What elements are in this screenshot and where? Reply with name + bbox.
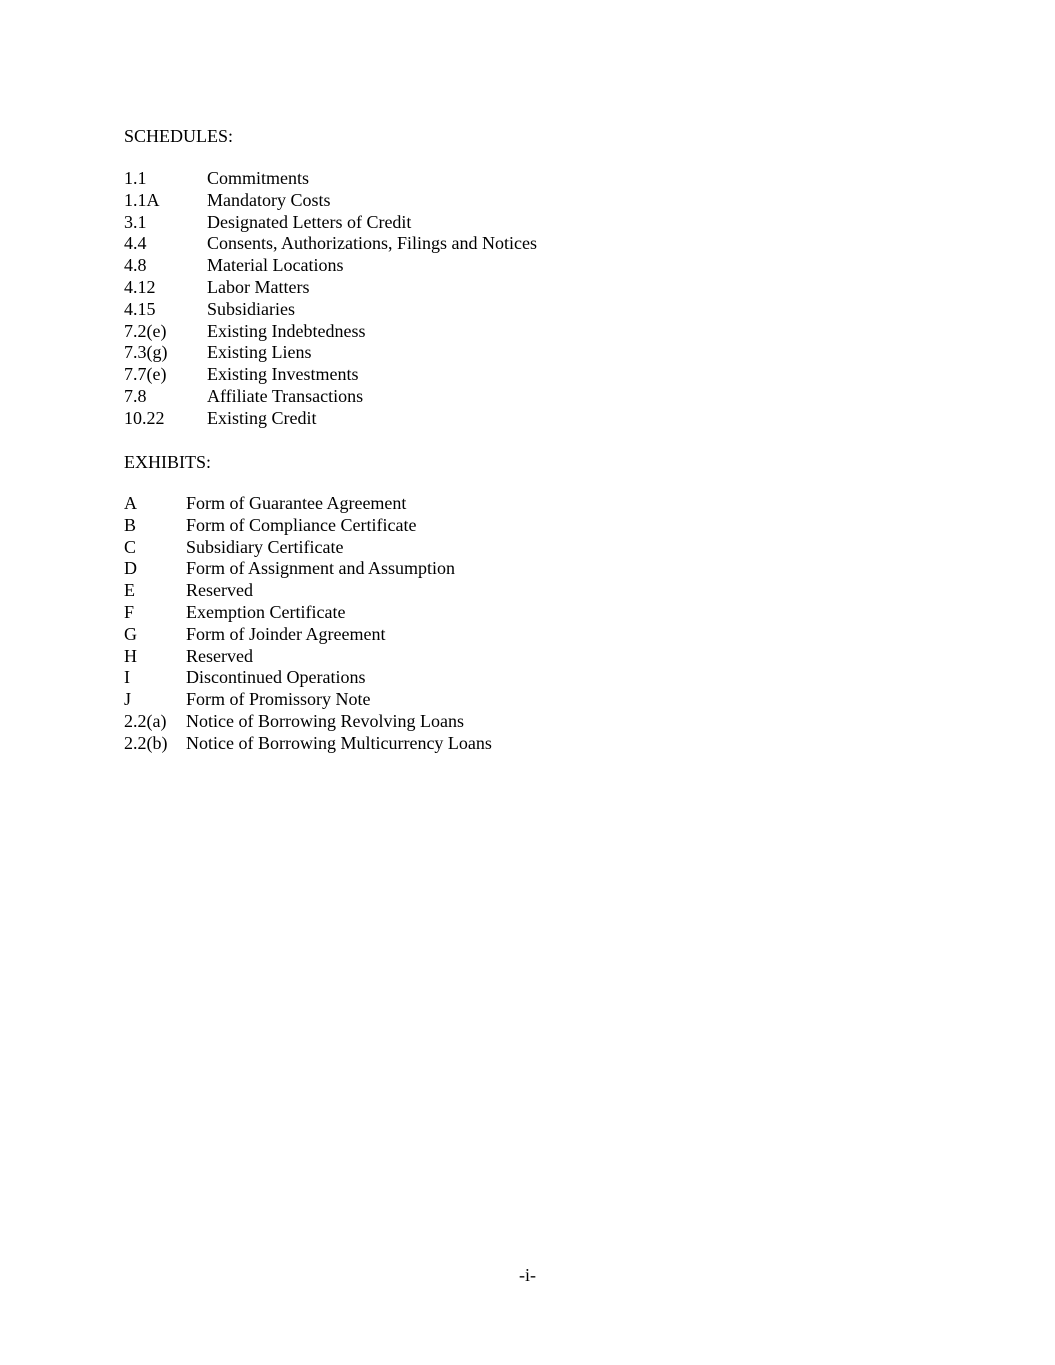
item-title: Existing Indebtedness	[207, 320, 366, 341]
exhibits-list	[124, 493, 492, 755]
list-item	[124, 558, 492, 580]
item-title: Consents, Authorizations, Filings and Notices	[207, 233, 537, 254]
list-item	[124, 580, 492, 602]
item-title: Affiliate Transactions	[207, 385, 364, 406]
list-item	[124, 255, 537, 277]
item-code: 4.8	[124, 255, 147, 276]
item-code: 3.1	[124, 211, 147, 232]
item-code: 7.3(g)	[124, 342, 168, 363]
item-title: Form of Compliance Certificate	[186, 514, 417, 535]
item-code: 2.2(a)	[124, 710, 167, 731]
list-item	[124, 733, 492, 755]
item-code: E	[124, 580, 135, 601]
item-title: Subsidiary Certificate	[186, 536, 344, 557]
item-code: 4.12	[124, 276, 156, 297]
list-item	[124, 537, 492, 559]
item-title: Reserved	[186, 645, 253, 666]
item-title: Existing Liens	[207, 342, 312, 363]
item-title: Commitments	[207, 168, 310, 188]
item-code: 10.22	[124, 407, 165, 428]
schedules-heading: SCHEDULES:	[124, 126, 234, 146]
item-code: G	[124, 623, 137, 644]
item-title: Labor Matters	[207, 276, 310, 297]
exhibits-heading: EXHIBITS:	[124, 452, 211, 472]
item-code: I	[124, 667, 130, 688]
item-code: 7.8	[124, 385, 147, 406]
item-title: Designated Letters of Credit	[207, 211, 412, 232]
list-item	[124, 689, 492, 711]
list-item	[124, 168, 537, 190]
item-title: Subsidiaries	[207, 298, 295, 319]
item-code: 4.15	[124, 298, 156, 319]
list-item	[124, 299, 537, 321]
item-title: Form of Promissory Note	[186, 689, 371, 710]
item-title: Notice of Borrowing Revolving Loans	[186, 710, 464, 731]
list-item	[124, 667, 492, 689]
page-number: -i-	[519, 1265, 536, 1285]
schedules-list	[124, 168, 537, 430]
list-item	[124, 711, 492, 733]
list-item	[124, 624, 492, 646]
list-item	[124, 342, 537, 364]
item-title: Discontinued Operations	[186, 667, 366, 688]
list-item	[124, 190, 537, 212]
item-code: F	[124, 601, 135, 622]
item-title: Form of Guarantee Agreement	[186, 493, 407, 513]
list-item	[124, 515, 492, 537]
list-item	[124, 602, 492, 624]
item-code: H	[124, 645, 137, 666]
item-title: Mandatory Costs	[207, 189, 331, 210]
item-code: A	[124, 493, 137, 513]
item-title: Existing Investments	[207, 364, 359, 385]
item-title: Form of Assignment and Assumption	[186, 558, 456, 579]
item-code: 4.4	[124, 233, 147, 254]
list-item	[124, 364, 537, 386]
item-code: D	[124, 558, 137, 579]
item-title: Notice of Borrowing Multicurrency Loans	[186, 732, 492, 753]
item-code: B	[124, 514, 137, 535]
list-item	[124, 233, 537, 255]
list-item	[124, 408, 537, 430]
list-item	[124, 321, 537, 343]
item-title: Reserved	[186, 580, 253, 601]
item-title: Existing Credit	[207, 407, 317, 428]
item-code: 7.2(e)	[124, 320, 167, 341]
list-item	[124, 493, 492, 515]
item-title: Material Locations	[207, 255, 344, 276]
item-code: 7.7(e)	[124, 364, 167, 385]
item-code: 1.1	[124, 168, 147, 188]
list-item	[124, 212, 537, 234]
list-item	[124, 646, 492, 668]
list-item	[124, 386, 537, 408]
item-title: Form of Joinder Agreement	[186, 623, 386, 644]
list-item	[124, 277, 537, 299]
item-code: 2.2(b)	[124, 732, 168, 753]
item-code: J	[124, 689, 132, 710]
item-code: 1.1A	[124, 189, 160, 210]
item-code: C	[124, 536, 137, 557]
item-title: Exemption Certificate	[186, 601, 346, 622]
